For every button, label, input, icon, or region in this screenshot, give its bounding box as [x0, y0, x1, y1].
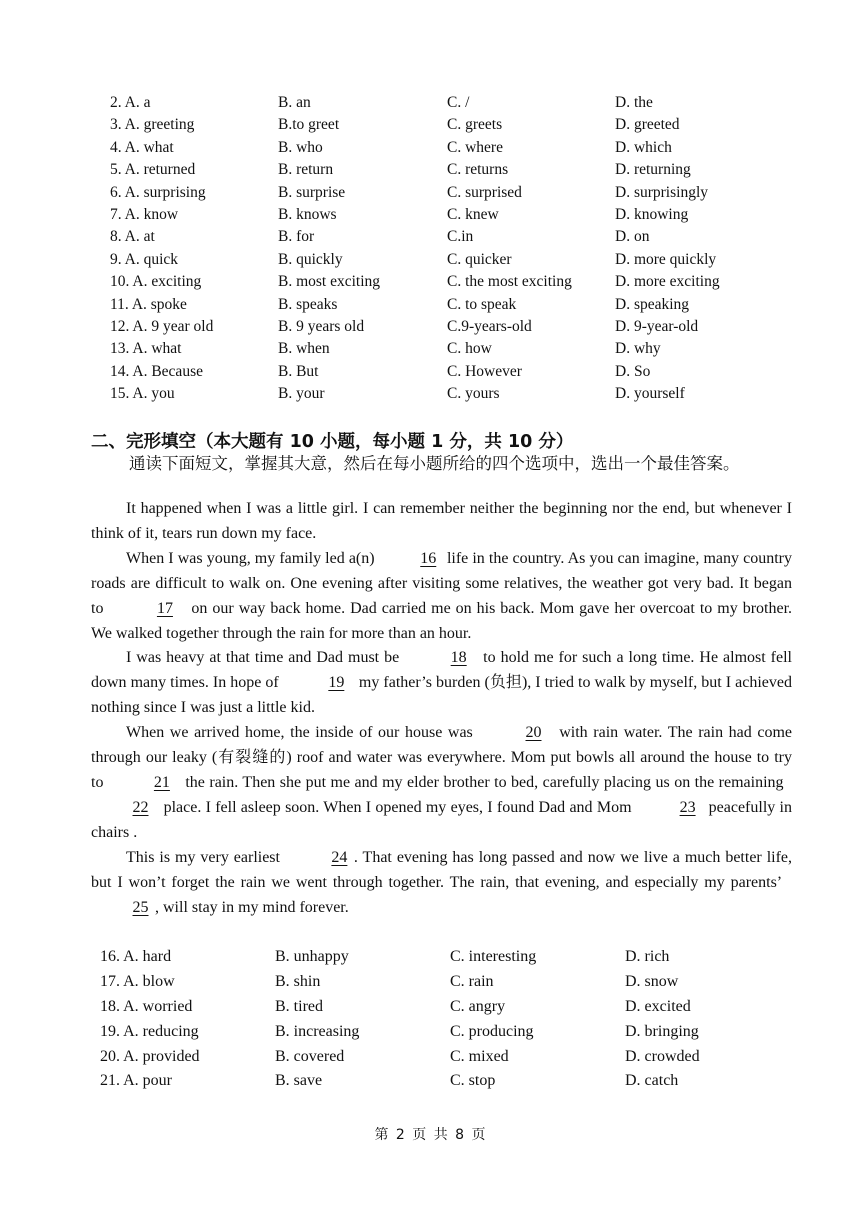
option-row — [0, 1020, 860, 1045]
passage-text: the rain. Then she put me and my elder brother to bed, carefully placing us on the remaining — [185, 773, 784, 791]
blank-22: 22 — [132, 798, 149, 816]
option-row — [0, 226, 860, 248]
option-cell: D. which — [615, 138, 672, 156]
blank-21: 21 — [153, 773, 170, 791]
option-cell: 21. A. pour — [100, 1072, 172, 1090]
option-cell: D. excited — [625, 997, 691, 1015]
passage-text: peacefully in chairs . — [91, 798, 792, 841]
option-cell: C. where — [447, 138, 503, 156]
option-cell: B. when — [278, 340, 330, 358]
option-cell: D. speaking — [615, 295, 690, 313]
option-cell: C. surprised — [447, 183, 522, 201]
passage-text: , will stay in my mind forever. — [155, 898, 349, 916]
option-cell: C. quicker — [447, 250, 512, 268]
option-cell: D. yourself — [615, 385, 685, 403]
option-cell: 7. A. know — [110, 205, 179, 223]
option-cell: D. 9-year-old — [615, 317, 699, 335]
option-cell: B. But — [278, 362, 319, 380]
passage-text: I was heavy at that time and Dad must be — [126, 649, 400, 667]
passage-paragraph — [91, 646, 792, 721]
option-row — [0, 1045, 860, 1070]
option-cell: 11. A. spoke — [110, 295, 187, 313]
passage-text: on our way back home. Dad carried me on his back. Mom gave her overcoat to my brother. We walked together through the rain for more than an hour. — [91, 599, 793, 642]
option-cell: B. increasing — [275, 1022, 360, 1040]
option-cell: B.to greet — [278, 116, 340, 134]
passage-text: It happened when I was a little girl. I can remember neither the beginning nor the end, but whenever I think of it, tears run down my face. — [91, 500, 792, 542]
option-row — [0, 361, 860, 383]
option-cell: 5. A. returned — [110, 161, 196, 179]
option-cell: B. save — [275, 1072, 323, 1090]
option-row — [0, 995, 860, 1020]
option-cell: B. unhappy — [275, 948, 349, 965]
option-cell: 17. A. blow — [100, 972, 175, 990]
option-cell: D. surprisingly — [615, 183, 708, 201]
option-cell: 13. A. what — [110, 340, 182, 358]
option-cell: B. surprise — [278, 183, 346, 201]
option-cell: C. the most exciting — [447, 273, 572, 291]
blank-19: 19 — [328, 674, 345, 692]
option-cell: 14. A. Because — [110, 362, 203, 380]
blank-18: 18 — [450, 649, 467, 667]
option-cell: D. why — [615, 340, 661, 358]
option-cell: 20. A. provided — [100, 1047, 200, 1065]
options-table-part1 — [0, 92, 860, 405]
option-cell: D. greeted — [615, 116, 680, 134]
option-cell: B. shin — [275, 972, 321, 990]
passage-text: with rain water. The rain had come through our leaky (有裂缝的) roof and water was everywhere. Mom put bowls all around the house to try to — [91, 724, 793, 791]
blank-16: 16 — [420, 549, 437, 567]
passage-text: . That evening has long passed and now we live a much better life, but I won’t forget the rain we went through together. The rain, that evening, and especially my parents’ — [91, 848, 793, 891]
option-row — [0, 92, 860, 114]
option-cell: C. rain — [450, 972, 494, 990]
passage-text: to hold me for such a long time. He almost fell down many times. In hope of — [91, 649, 793, 692]
option-row — [0, 137, 860, 159]
option-cell: D. So — [615, 362, 651, 380]
option-cell: C. interesting — [450, 948, 537, 965]
option-row — [0, 316, 860, 338]
option-cell: C. / — [447, 94, 470, 111]
option-row — [0, 114, 860, 136]
option-cell: 19. A. reducing — [100, 1022, 199, 1040]
passage-text: This is my very earliest — [126, 848, 280, 866]
blank-25: 25 — [132, 898, 149, 916]
option-cell: B. your — [278, 385, 325, 403]
option-cell: 6. A. surprising — [110, 183, 206, 201]
option-cell: 8. A. at — [110, 228, 155, 246]
option-row — [0, 383, 860, 405]
option-cell: D. crowded — [625, 1047, 700, 1065]
option-row — [0, 159, 860, 181]
option-cell: B. covered — [275, 1047, 345, 1065]
option-cell: C. greets — [447, 116, 503, 134]
passage-paragraph — [91, 497, 792, 547]
passage-text: life in the country. As you can imagine, many country roads are difficult to walk on. One evening after visiting some relatives, the weather got very bad. It began to — [91, 549, 792, 617]
option-cell: C.in — [447, 228, 474, 246]
option-cell: D. knowing — [615, 205, 689, 223]
option-row — [0, 294, 860, 316]
option-row — [0, 249, 860, 271]
option-cell: D. returning — [615, 161, 691, 179]
option-row — [0, 204, 860, 226]
option-cell: C.9-years-old — [447, 317, 532, 335]
option-row — [0, 338, 860, 360]
option-cell: B. return — [278, 161, 334, 179]
options-table-part2 — [0, 945, 860, 1094]
option-cell: C. mixed — [450, 1047, 509, 1065]
option-row — [0, 271, 860, 293]
option-cell: C. yours — [447, 385, 500, 403]
option-cell: B. who — [278, 138, 323, 156]
passage-paragraph — [91, 846, 792, 921]
option-cell: B. speaks — [278, 295, 338, 313]
option-cell: 18. A. worried — [100, 997, 193, 1015]
passage-text: When we arrived home, the inside of our house was — [126, 724, 473, 742]
option-cell: 2. A. a — [110, 94, 151, 111]
option-cell: C. how — [447, 340, 492, 358]
option-cell: B. tired — [275, 997, 323, 1015]
option-cell: B. an — [278, 94, 311, 111]
passage-paragraph — [91, 721, 792, 846]
option-cell: B. most exciting — [278, 273, 381, 291]
option-cell: 12. A. 9 year old — [110, 317, 214, 335]
option-cell: C. knew — [447, 205, 499, 223]
option-cell: D. snow — [625, 972, 679, 990]
option-cell: C. returns — [447, 161, 509, 179]
option-cell: C. to speak — [447, 295, 517, 313]
option-cell: B. quickly — [278, 250, 343, 268]
option-cell: D. bringing — [625, 1022, 699, 1040]
passage-text: When I was young, my family led a(n) — [126, 549, 375, 567]
blank-20: 20 — [525, 724, 542, 742]
cloze-passage — [91, 497, 792, 920]
option-cell: C. stop — [450, 1072, 496, 1090]
blank-23: 23 — [679, 798, 696, 816]
option-row — [0, 182, 860, 204]
option-row — [0, 970, 860, 995]
option-cell: B. knows — [278, 205, 337, 223]
option-cell: 15. A. you — [110, 385, 175, 403]
option-cell: D. more exciting — [615, 273, 720, 291]
option-cell: B. for — [278, 228, 315, 246]
option-cell: 16. A. hard — [100, 948, 172, 965]
blank-17: 17 — [156, 599, 173, 617]
option-cell: D. more quickly — [615, 250, 717, 268]
option-row — [0, 1069, 860, 1094]
section-heading: 二、完形填空（本大题有 10 小题，每小题 1 分，共 10 分） — [91, 432, 574, 452]
option-cell: 4. A. what — [110, 138, 174, 156]
passage-text: my father’s burden (负担), I tried to walk by myself, but I achieved nothing since I was just a little kid. — [91, 674, 793, 717]
option-cell: C. However — [447, 362, 522, 380]
option-row — [0, 945, 860, 970]
passage-text: place. I fell asleep soon. When I opened my eyes, I found Dad and Mom — [163, 798, 632, 816]
option-cell: B. 9 years old — [278, 317, 365, 335]
option-cell: C. angry — [450, 997, 506, 1015]
option-cell: 3. A. greeting — [110, 116, 195, 134]
option-cell: D. catch — [625, 1072, 679, 1090]
option-cell: D. rich — [625, 948, 670, 965]
passage-paragraph — [91, 547, 792, 647]
section-instruction: 通读下面短文，掌握其大意，然后在每小题所给的四个选项中，选出一个最佳答案。 — [129, 454, 740, 473]
option-cell: D. the — [615, 94, 653, 111]
option-cell: 9. A. quick — [110, 250, 179, 268]
option-cell: 10. A. exciting — [110, 273, 202, 291]
page-footer: 第 2 页 共 8 页 — [374, 1127, 486, 1143]
option-cell: C. producing — [450, 1022, 534, 1040]
blank-24: 24 — [331, 848, 348, 866]
option-cell: D. on — [615, 228, 650, 246]
